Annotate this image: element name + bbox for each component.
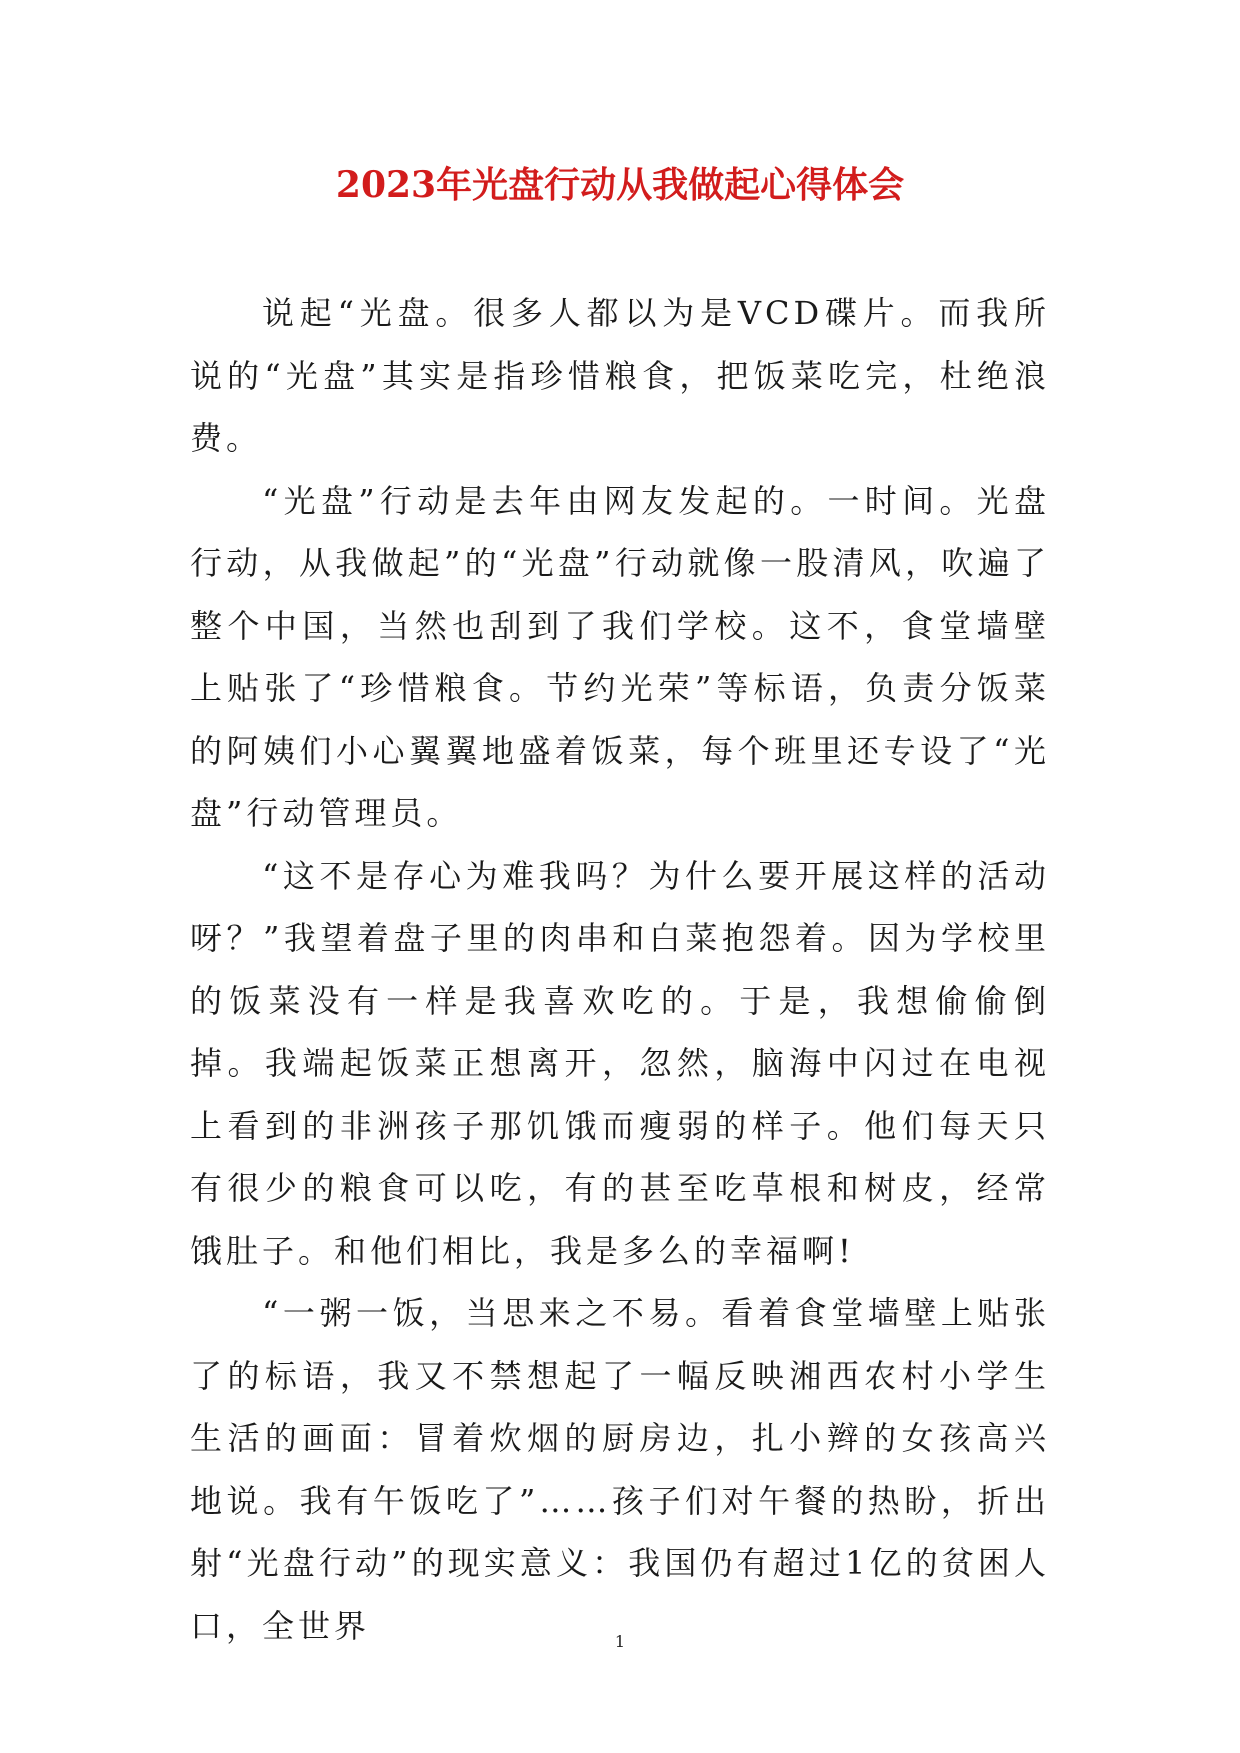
page-number: 1 <box>614 1632 626 1651</box>
paragraph: “一粥一饭，当思来之不易。看着食堂墙壁上贴张了的标语，我又不禁想起了一幅反映湘西农村小学生生活的画面：冒着炊烟的厨房边，扎小辫的女孩高兴地说。我有午饭吃了”……孩子们对午餐的热盼，折出射“光盘行动”的现实意义：我国仍有超过1亿的贫困人口，全世界 <box>190 1294 1050 1645</box>
paragraph: “光盘”行动是去年由网友发起的。一时间。光盘行动，从我做起”的“光盘”行动就像一股清风，吹遍了整个中国，当然也刮到了我们学校。这不，食堂墙壁上贴张了“珍惜粮食。节约光荣”等标语，负责分饭菜的阿姨们小心翼翼地盛着饭菜，每个班里还专设了“光盘”行动管理员。 <box>190 481 1050 832</box>
document-body <box>190 282 1050 1657</box>
paragraph: 说起“光盘。很多人都以为是VCD碟片。而我所说的“光盘”其实是指珍惜粮食，把饭菜吃完，杜绝浪费。 <box>190 294 1050 457</box>
paragraph: “这不是存心为难我吗？为什么要开展这样的活动呀？”我望着盘子里的肉串和白菜抱怨着。因为学校里的饭菜没有一样是我喜欢吃的。于是，我想偷偷倒掉。我端起饭菜正想离开，忽然，脑海中闪过在电视上看到的非洲孩子那饥饿而瘦弱的样子。他们每天只有很少的粮食可以吃，有的甚至吃草根和树皮，经常饿肚子。和他们相比，我是多么的幸福啊! <box>190 856 1050 1270</box>
document-title: 2023年光盘行动从我做起心得体会 <box>335 164 905 206</box>
